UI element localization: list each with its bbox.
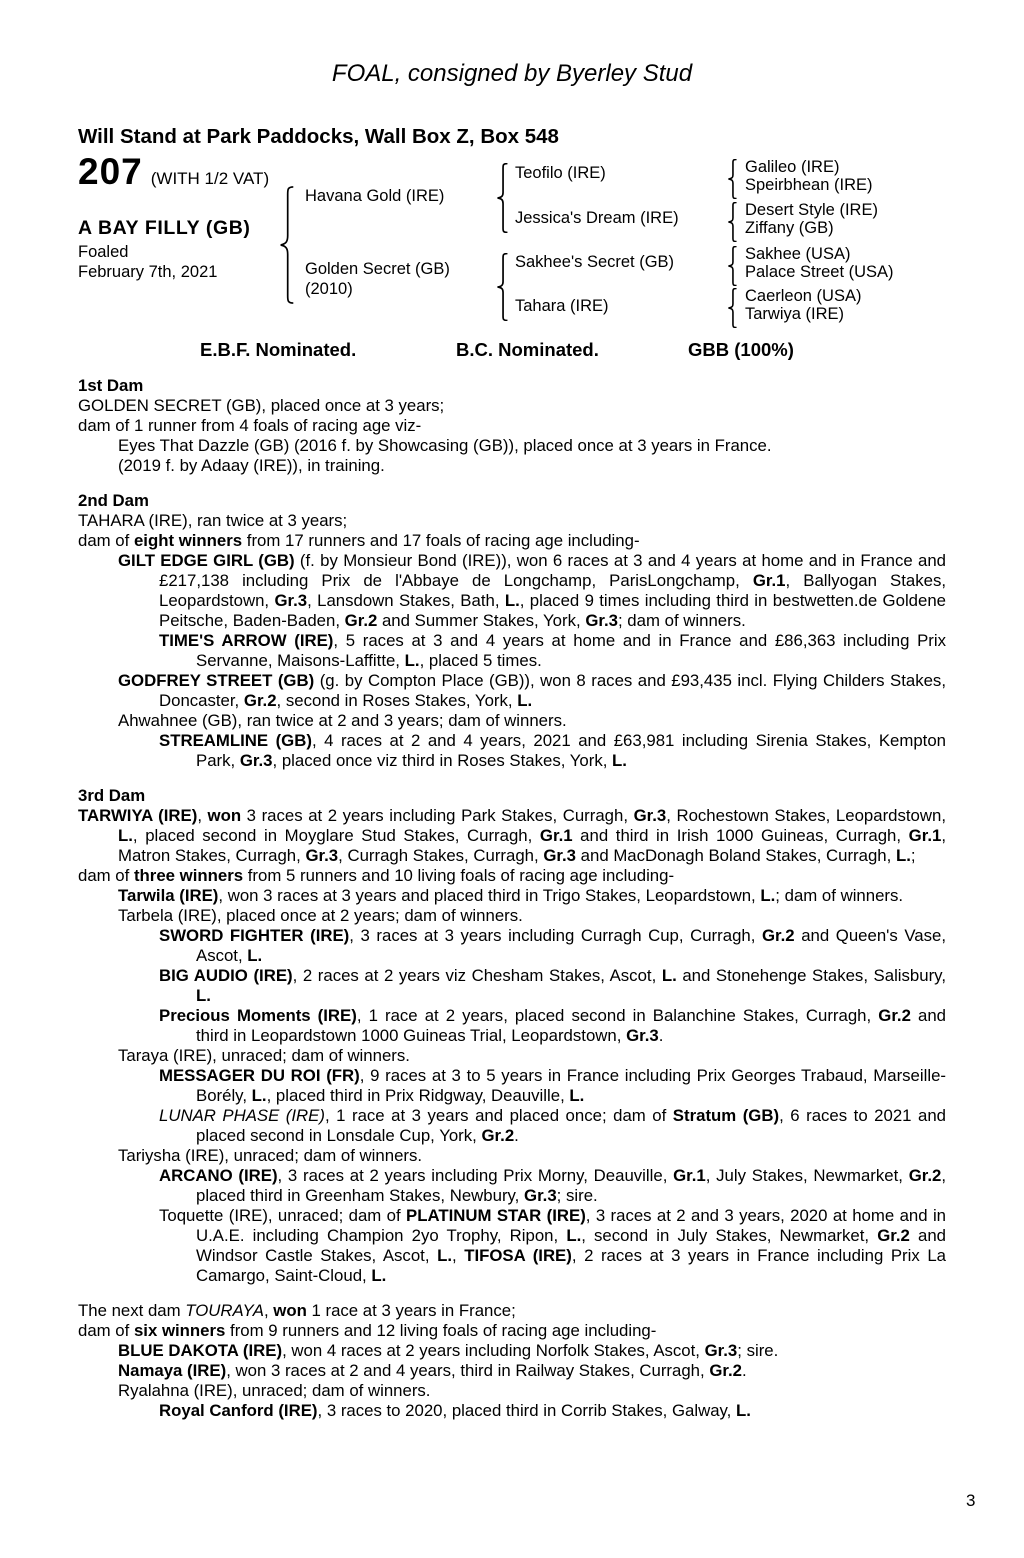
pedigree-dam-dam-sire: Caerleon (USA) — [745, 287, 862, 305]
page-number: 3 — [966, 1491, 976, 1510]
ebf-nomination: E.B.F. Nominated. — [200, 339, 357, 360]
pedigree-dam-sire: Sakhee's Secret (GB) — [515, 253, 675, 271]
pedigree-paragraph: MESSAGER DU ROI (FR), 9 races at 3 to 5 years in France including Prix Georges Trabaud, Marseille-Borély, L., placed third in Prix Ridgway, Deauville, L. — [159, 1066, 946, 1105]
stand-location-line: Will Stand at Park Paddocks, Wall Box Z, Box 548 — [78, 125, 559, 148]
bc-nomination: B.C. Nominated. — [456, 339, 599, 360]
lot-row — [78, 153, 269, 190]
pedigree-paragraph: ARCANO (IRE), 3 races at 2 years including Prix Morny, Deauville, Gr.1, July Stakes, Newmarket, Gr.2, placed third in Greenham Stakes, Newbury, Gr.3; sire. — [159, 1166, 947, 1205]
pedigree-paragraph: TIME'S ARROW (IRE), 5 races at 3 and 4 years at home and in France and £86,363 including Prix Servanne, Maisons-Laffitte, L., placed 5 times. — [159, 631, 946, 670]
page-title: FOAL, consigned by Byerley Stud — [331, 60, 693, 87]
pedigree-paragraph: STREAMLINE (GB), 4 races at 2 and 4 years, 2021 and £63,981 including Sirenia Stakes, Kempton Park, Gr.3, placed once viz third in Roses Stakes, York, L. — [159, 731, 946, 770]
pedigree-sire-sire: Teofilo (IRE) — [515, 164, 606, 182]
pedigree-paragraph: LUNAR PHASE (IRE), 1 race at 3 years and placed once; dam of Stratum (GB), 6 races to 2021 and placed second in Lonsdale Cup, York, Gr.2. — [159, 1106, 947, 1145]
pedigree-sire: Havana Gold (IRE) — [305, 187, 445, 205]
pedigree-sire-dam: Jessica's Dream (IRE) — [515, 209, 679, 227]
pedigree-paragraph: TAHARA (IRE), ran twice at 3 years; — [78, 511, 348, 530]
pedigree-brace — [728, 288, 737, 328]
pedigree-brace — [280, 186, 294, 304]
pedigree-paragraph: dam of six winners from 9 runners and 12 living foals of racing age including- — [78, 1321, 657, 1340]
pedigree-paragraph: dam of 1 runner from 4 foals of racing age viz- — [78, 416, 422, 435]
pedigree-dam-year: (2010) — [305, 280, 353, 298]
pedigree-text — [78, 376, 946, 1421]
pedigree-brace — [728, 202, 737, 242]
pedigree-paragraph: Tariysha (IRE), unraced; dam of winners. — [118, 1146, 423, 1165]
pedigree-dam-sire-sire: Sakhee (USA) — [745, 245, 851, 263]
pedigree-paragraph: Taraya (IRE), unraced; dam of winners. — [118, 1046, 410, 1065]
pedigree-paragraph: SWORD FIGHTER (IRE), 3 races at 3 years including Curragh Cup, Curragh, Gr.2 and Queen's Vase, Ascot, L. — [159, 926, 946, 965]
dam-section — [78, 1301, 946, 1421]
pedigree-brace — [728, 159, 737, 199]
pedigree-paragraph: GILT EDGE GIRL (GB) (f. by Monsieur Bond (IRE)), won 6 races at 3 and 4 years at home and in France and £217,138 including Prix de l'Abbaye de Longchamp, ParisLongchamp, Gr.1, Ballyogan Stakes, Leopardstown, Gr.3, Lansdown Stakes, Bath, L., placed 9 times including third in bestwetten.de Goldene Peitsche, Baden-Baden, Gr.2 and Summer Stakes, York, Gr.3; dam of winners. — [118, 551, 947, 630]
dam-section — [78, 376, 946, 476]
pedigree-paragraph: GODFREY STREET (GB) (g. by Compton Place (GB)), won 8 races and £93,435 incl. Flying Childers Stakes, Doncaster, Gr.2, second in Roses Stakes, York, L. — [118, 671, 946, 710]
dam-section — [78, 786, 946, 1286]
pedigree-paragraph: Toquette (IRE), unraced; dam of PLATINUM STAR (IRE), 3 races at 2 and 3 years, 2020 at home and in U.A.E. including Champion 2yo Trophy, Ripon, L., second in July Stakes, Newmarket, Gr.2 and Windsor Castle Stakes, Ascot, L., TIFOSA (IRE), 2 races at 3 years in France including Prix La Camargo, Saint-Cloud, L. — [159, 1206, 947, 1285]
pedigree-paragraph: GOLDEN SECRET (GB), placed once at 3 years; — [78, 396, 445, 415]
dam-section — [78, 491, 946, 771]
pedigree-sire-sire-sire: Galileo (IRE) — [745, 158, 840, 176]
pedigree-dam-dam: Tahara (IRE) — [515, 297, 609, 315]
horse-name: A BAY FILLY (GB) — [78, 217, 251, 239]
pedigree-paragraph: BIG AUDIO (IRE), 2 races at 2 years viz Chesham Stakes, Ascot, L. and Stonehenge Stakes, Salisbury, L. — [159, 966, 946, 1005]
pedigree-sire-dam-sire: Desert Style (IRE) — [745, 201, 878, 219]
pedigree-brace — [497, 253, 508, 321]
pedigree-paragraph: Tarwila (IRE), won 3 races at 3 years and placed third in Trigo Stakes, Leopardstown, L.; dam of winners. — [118, 886, 904, 905]
pedigree-dam-sire-dam: Palace Street (USA) — [745, 263, 894, 281]
pedigree-brace — [497, 163, 508, 233]
pedigree-paragraph: BLUE DAKOTA (IRE), won 4 races at 2 years including Norfolk Stakes, Ascot, Gr.3; sire. — [118, 1341, 779, 1360]
dam-section-heading: 1st Dam — [78, 376, 144, 395]
pedigree-sire-sire-dam: Speirbhean (IRE) — [745, 176, 873, 194]
pedigree-paragraph: (2019 f. by Adaay (IRE)), in training. — [118, 456, 385, 475]
gbb-status: GBB (100%) — [688, 339, 794, 360]
dam-section-heading: 2nd Dam — [78, 491, 149, 510]
dam-section-heading: 3rd Dam — [78, 786, 146, 805]
pedigree-paragraph: Ryalahna (IRE), unraced; dam of winners. — [118, 1381, 431, 1400]
pedigree-paragraph: TARWIYA (IRE), won 3 races at 2 years including Park Stakes, Curragh, Gr.3, Rochestown Stakes, Leopardstown, L., placed second in Moyglare Stud Stakes, Curragh, Gr.1 and third in Irish 1000 Guineas, Curragh, Gr.1, Matron Stakes, Curragh, Gr.3, Curragh Stakes, Curragh, Gr.3 and MacDonagh Boland Stakes, Curragh, L.; — [78, 806, 946, 865]
pedigree-paragraph: dam of eight winners from 17 runners and 17 foals of racing age including- — [78, 531, 640, 550]
pedigree-brace — [728, 246, 737, 286]
pedigree-paragraph: Tarbela (IRE), placed once at 2 years; dam of winners. — [118, 906, 523, 925]
pedigree-dam: Golden Secret (GB) — [305, 260, 450, 278]
foaled-label: Foaled — [78, 243, 129, 261]
pedigree-paragraph: Ahwahnee (GB), ran twice at 2 and 3 years; dam of winners. — [118, 711, 567, 730]
pedigree-paragraph: Namaya (IRE), won 3 races at 2 and 4 years, third in Railway Stakes, Curragh, Gr.2. — [118, 1361, 747, 1380]
pedigree-dam-dam-dam: Tarwiya (IRE) — [745, 305, 845, 323]
pedigree-paragraph: The next dam TOURAYA, won 1 race at 3 years in France; — [78, 1301, 516, 1320]
pedigree-paragraph: Eyes That Dazzle (GB) (2016 f. by Showcasing (GB)), placed once at 3 years in France. — [118, 436, 772, 455]
pedigree-sire-dam-dam: Ziffany (GB) — [745, 219, 834, 237]
pedigree-paragraph: Royal Canford (IRE), 3 races to 2020, placed third in Corrib Stakes, Galway, L. — [159, 1401, 751, 1420]
pedigree-paragraph: Precious Moments (IRE), 1 race at 2 years, placed second in Balanchine Stakes, Curragh, Gr.2 and third in Leopardstown 1000 Guineas Trial, Leopardstown, Gr.3. — [159, 1006, 946, 1045]
pedigree-paragraph: dam of three winners from 5 runners and 10 living foals of racing age including- — [78, 866, 675, 885]
foaled-date: February 7th, 2021 — [78, 263, 218, 281]
vat-note: (WITH 1/2 VAT) — [150, 169, 270, 188]
lot-number: 207 — [78, 151, 143, 192]
